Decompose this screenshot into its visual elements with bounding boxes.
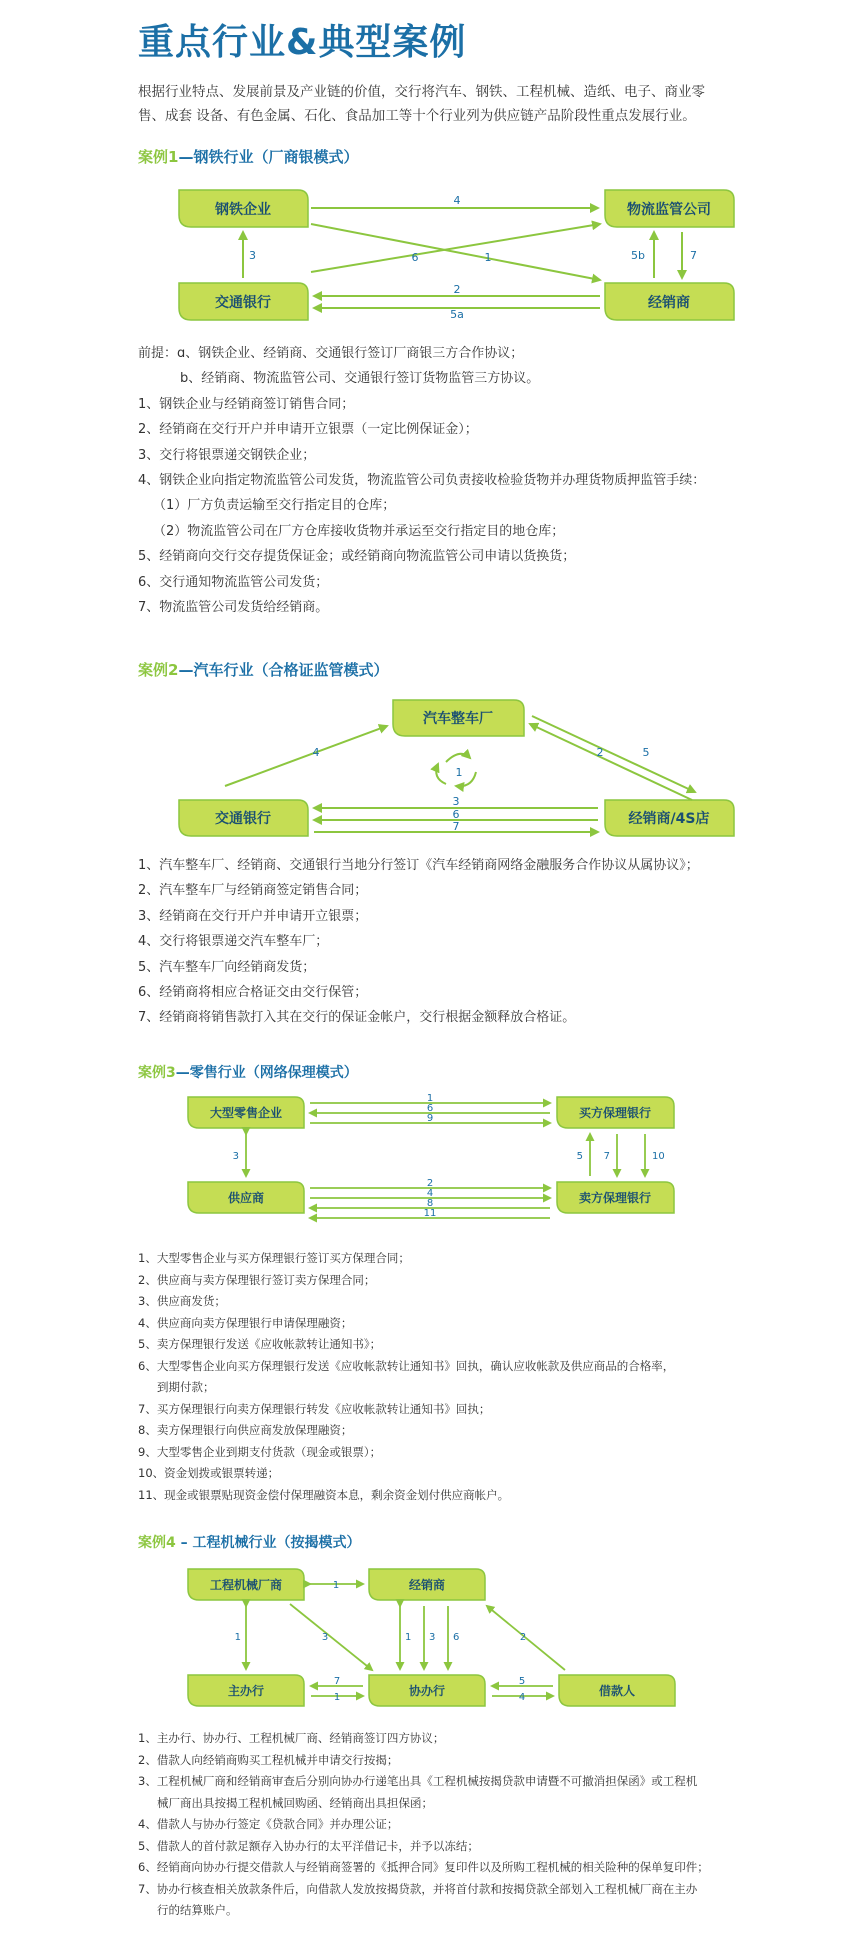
list-item: 7、协办行核查相关放款条件后，向借款人发放按揭贷款，并将首付款和按揭贷款全部划入工程机械厂商在主办 (138, 1881, 698, 1896)
arrow-step-1-a (446, 754, 470, 762)
box-bocom-bank-label: 交通银行 (215, 811, 271, 827)
case-1-flow-diagram (0, 180, 853, 330)
box-car-manufacturer (393, 700, 524, 736)
step-label-2: 2 (453, 283, 461, 296)
list-item: 4、钢铁企业向指定物流监管公司发货，物流监管公司负责接收检验货物并办理货物质押监管手续： (138, 473, 706, 489)
step-label-1: 1 (455, 766, 463, 779)
list-item: 5、经销商向交行交存提货保证金；或经销商向物流监管公司申请以货换货； (138, 549, 576, 565)
list-item: 5、卖方保理银行发送《应收帐款转让通知书》； (138, 1337, 382, 1351)
box-seller-factor-bank (557, 1182, 674, 1213)
list-item: 6、大型零售企业向买方保理银行发送《应收帐款转让通知书》回执，确认应收帐款及供应商品的合格率， (138, 1358, 675, 1373)
box-logistics-supervisor (605, 190, 734, 227)
case-4-flow-diagram (0, 1558, 853, 1723)
box-steel-company (179, 190, 308, 227)
list-item: 1、主办行、协办行、工程机械厂商、经销商签订四方协议； (138, 1731, 445, 1745)
step-label-4: 4 (426, 1188, 434, 1199)
box-car-manufacturer-label: 汽车整车厂 (423, 711, 493, 727)
step-label-6: 6 (426, 1103, 434, 1114)
list-item: 1、大型零售企业与买方保理银行签订买方保理合同； (138, 1251, 410, 1265)
step-label-1: 1 (405, 1632, 412, 1643)
case-2-heading-text: —汽车行业（合格证监管模式） (178, 661, 389, 679)
case-3-heading-prefix: 案例3 (138, 1065, 176, 1081)
list-item: 2、借款人向经销商购买工程机械并申请交行按揭； (138, 1752, 399, 1767)
list-item: 6、交行通知物流监管公司发货； (138, 574, 329, 590)
box-seller-factor-bank-label: 卖方保理银行 (578, 1191, 652, 1205)
step-label-9: 9 (426, 1113, 434, 1124)
arrow-step-6 (311, 224, 600, 272)
case-4-heading-prefix: 案例4 (138, 1535, 176, 1551)
step-label-1: 1 (426, 1093, 434, 1104)
box-dealer-4s-label: 经销商/4S店 (628, 811, 710, 827)
box-co-bank (369, 1675, 485, 1706)
arrow-step-4 (225, 726, 387, 786)
list-item: 5、借款人的首付款足额存入协办行的太平洋借记卡，并予以冻结； (138, 1838, 479, 1853)
step-label-2: 2 (426, 1178, 434, 1189)
box-buyer-factor-bank-label: 买方保理银行 (578, 1106, 652, 1120)
box-distributor (605, 283, 734, 320)
step-label-7: 7 (603, 1151, 610, 1162)
case-4-heading (138, 1532, 361, 1552)
list-item: 4、交行将银票递交汽车整车厂； (138, 934, 329, 950)
box-co-bank-label: 协办行 (408, 1684, 446, 1698)
box-buyer-factor-bank (557, 1097, 674, 1128)
box-lead-bank-label: 主办行 (227, 1684, 265, 1698)
case-3-flow-diagram (0, 1090, 853, 1240)
arrow-step-5 (530, 724, 692, 800)
arrow-step-1-c (436, 764, 446, 784)
step-label-5a: 5a (450, 308, 464, 321)
list-item: 行的结算账户。 (157, 1903, 238, 1917)
case-4-steps-list (138, 1728, 738, 1922)
step-label-5: 5 (576, 1151, 583, 1162)
box-bocom-bank-label: 交通银行 (215, 295, 271, 311)
box-dealer-4s (605, 800, 734, 836)
list-item: 3、经销商在交行开户并申请开立银票； (138, 908, 368, 924)
box-supplier (188, 1182, 304, 1213)
intro-paragraph: 根据行业特点、发展前景及产业链的价值，交行将汽车、钢铁、工程机械、造纸、电子、商业零售、成套 设备、有色金属、石化、食品加工等十个行业列为供应链产品阶段性重点发展行业。 (138, 84, 705, 124)
list-item: 7、物流监管公司发货给经销商。 (138, 600, 329, 616)
box-borrower (559, 1675, 675, 1706)
step-label-5b: 5b (631, 249, 645, 262)
step-label-6: 6 (452, 808, 460, 821)
list-item: 2、经销商在交行开户并申请开立银票（一定比例保证金）； (138, 422, 478, 438)
list-item: 4、供应商向卖方保理银行申请保理融资； (138, 1315, 353, 1330)
case-3-heading-text: —零售行业（网络保理模式） (175, 1065, 358, 1081)
case-2-steps-list (138, 853, 738, 1031)
case-2-flow-diagram (0, 692, 853, 842)
list-item: 9、大型零售企业到期支付货款（现金或银票）； (138, 1444, 382, 1459)
step-label-2: 2 (596, 746, 604, 759)
box-supplier-label: 供应商 (227, 1191, 265, 1205)
list-item: （1）厂方负责运输至交行指定目的仓库； (153, 498, 396, 514)
box-bocom-bank (179, 800, 308, 836)
box-distributor (369, 1569, 485, 1600)
arrow-step-3-diagonal (290, 1604, 372, 1670)
step-label-8: 8 (426, 1198, 434, 1209)
list-item: 2、供应商与卖方保理银行签订卖方保理合同； (138, 1272, 376, 1287)
box-machinery-manufacturer-label: 工程机械厂商 (209, 1578, 283, 1592)
step-label-6: 6 (453, 1632, 460, 1643)
list-item: 8、卖方保理银行向供应商发放保理融资； (138, 1423, 353, 1437)
case-1-heading-prefix: 案例1 (138, 148, 179, 166)
box-bocom-bank (179, 283, 308, 320)
step-label-7: 7 (452, 820, 460, 833)
box-distributor-label: 经销商 (648, 295, 690, 311)
step-label-3: 3 (249, 249, 256, 262)
list-item: 7、买方保理银行向卖方保理银行转发《应收帐款转让通知书》回执； (138, 1401, 491, 1416)
step-label-4: 4 (312, 746, 320, 759)
step-label-5: 5 (642, 746, 650, 759)
step-label-2: 2 (519, 1632, 527, 1643)
step-label-3: 3 (452, 795, 460, 808)
step-label-4: 4 (453, 194, 461, 207)
box-logistics-supervisor-label: 物流监管公司 (627, 202, 711, 218)
list-item: 11、现金或银票贴现资金偿付保理融资本息，剩余资金划付供应商帐户。 (138, 1487, 510, 1502)
list-item: 到期付款； (157, 1380, 215, 1394)
case-1-steps-list (138, 341, 738, 620)
step-label-1: 1 (484, 251, 492, 264)
box-steel-company-label: 钢铁企业 (215, 202, 271, 218)
step-label-1: 1 (332, 1580, 340, 1591)
list-item: 3、交行将银票递交钢铁企业； (138, 447, 316, 463)
list-item: 械厂商出具按揭工程机械回购函、经销商出具担保函； (157, 1795, 433, 1810)
case-2-heading-prefix: 案例2 (138, 661, 179, 679)
list-item: 3、工程机械厂商和经销商审查后分别向协办行递笔出具《工程机械按揭贷款申请暨不可撤消担保函》或工程机 (138, 1774, 698, 1788)
list-item: 3、供应商发货； (138, 1294, 226, 1308)
box-distributor-label: 经销商 (408, 1578, 446, 1592)
arrow-step-2 (532, 716, 695, 792)
page-title: 重点行业&典型案例 (138, 22, 467, 63)
case-3-heading (138, 1062, 358, 1082)
case-1-heading (138, 146, 358, 167)
case-2-heading (138, 659, 388, 680)
arrow-step-1 (311, 224, 600, 280)
step-label-10: 10 (652, 1151, 665, 1162)
step-label-1: 1 (234, 1632, 241, 1643)
step-label-5: 5 (518, 1676, 526, 1687)
step-label-7: 7 (690, 249, 697, 262)
list-item: （2）物流监管公司在厂方仓库接收货物并承运至交行指定目的地仓库； (153, 523, 565, 539)
list-item: 6、经销商向协办行提交借款人与经销商签署的《抵押合同》复印件以及所购工程机械的相关险种的保单复印件； (138, 1860, 709, 1874)
list-item: 2、汽车整车厂与经销商签定销售合同； (138, 883, 368, 899)
box-large-retailer (188, 1097, 304, 1128)
step-label-11: 11 (423, 1208, 437, 1219)
box-lead-bank (188, 1675, 304, 1706)
list-item: 7、经销商将销售款打入其在交行的保证金帐户，交行根据金额释放合格证。 (138, 1010, 576, 1026)
box-large-retailer-label: 大型零售企业 (209, 1106, 283, 1120)
step-label-3: 3 (321, 1632, 329, 1643)
list-item: 1、钢铁企业与经销商签订销售合同； (138, 396, 355, 412)
list-item: b、经销商、物流监管公司、交通银行签订货物监管三方协议。 (180, 371, 540, 387)
step-label-4: 4 (518, 1692, 526, 1703)
list-item: 10、资金划拨或银票转递； (138, 1466, 280, 1480)
step-label-1: 1 (333, 1692, 341, 1703)
box-machinery-manufacturer (188, 1569, 304, 1600)
step-label-3: 3 (429, 1632, 436, 1643)
case-3-steps-list (138, 1248, 738, 1506)
step-label-3: 3 (232, 1151, 239, 1162)
step-label-6: 6 (411, 251, 419, 264)
list-item: 4、借款人与协办行签定《贷款合同》并办理公证； (138, 1817, 399, 1831)
list-item: 1、汽车整车厂、经销商、交通银行当地分行签订《汽车经销商网络金融服务合作协议从属协议》； (138, 858, 699, 873)
list-item: 5、汽车整车厂向经销商发货； (138, 959, 316, 975)
list-item: 前提：ɑ、钢铁企业、经销商、交通银行签订厂商银三方合作协议； (138, 346, 524, 361)
case-4-heading-text: – 工程机械行业（按揭模式） (175, 1535, 361, 1551)
list-item: 6、经销商将相应合格证交由交行保管； (138, 985, 368, 1001)
case-1-heading-text: —钢铁行业（厂商银模式） (178, 148, 359, 166)
step-label-7: 7 (333, 1676, 341, 1687)
box-borrower-label: 借款人 (598, 1684, 636, 1698)
